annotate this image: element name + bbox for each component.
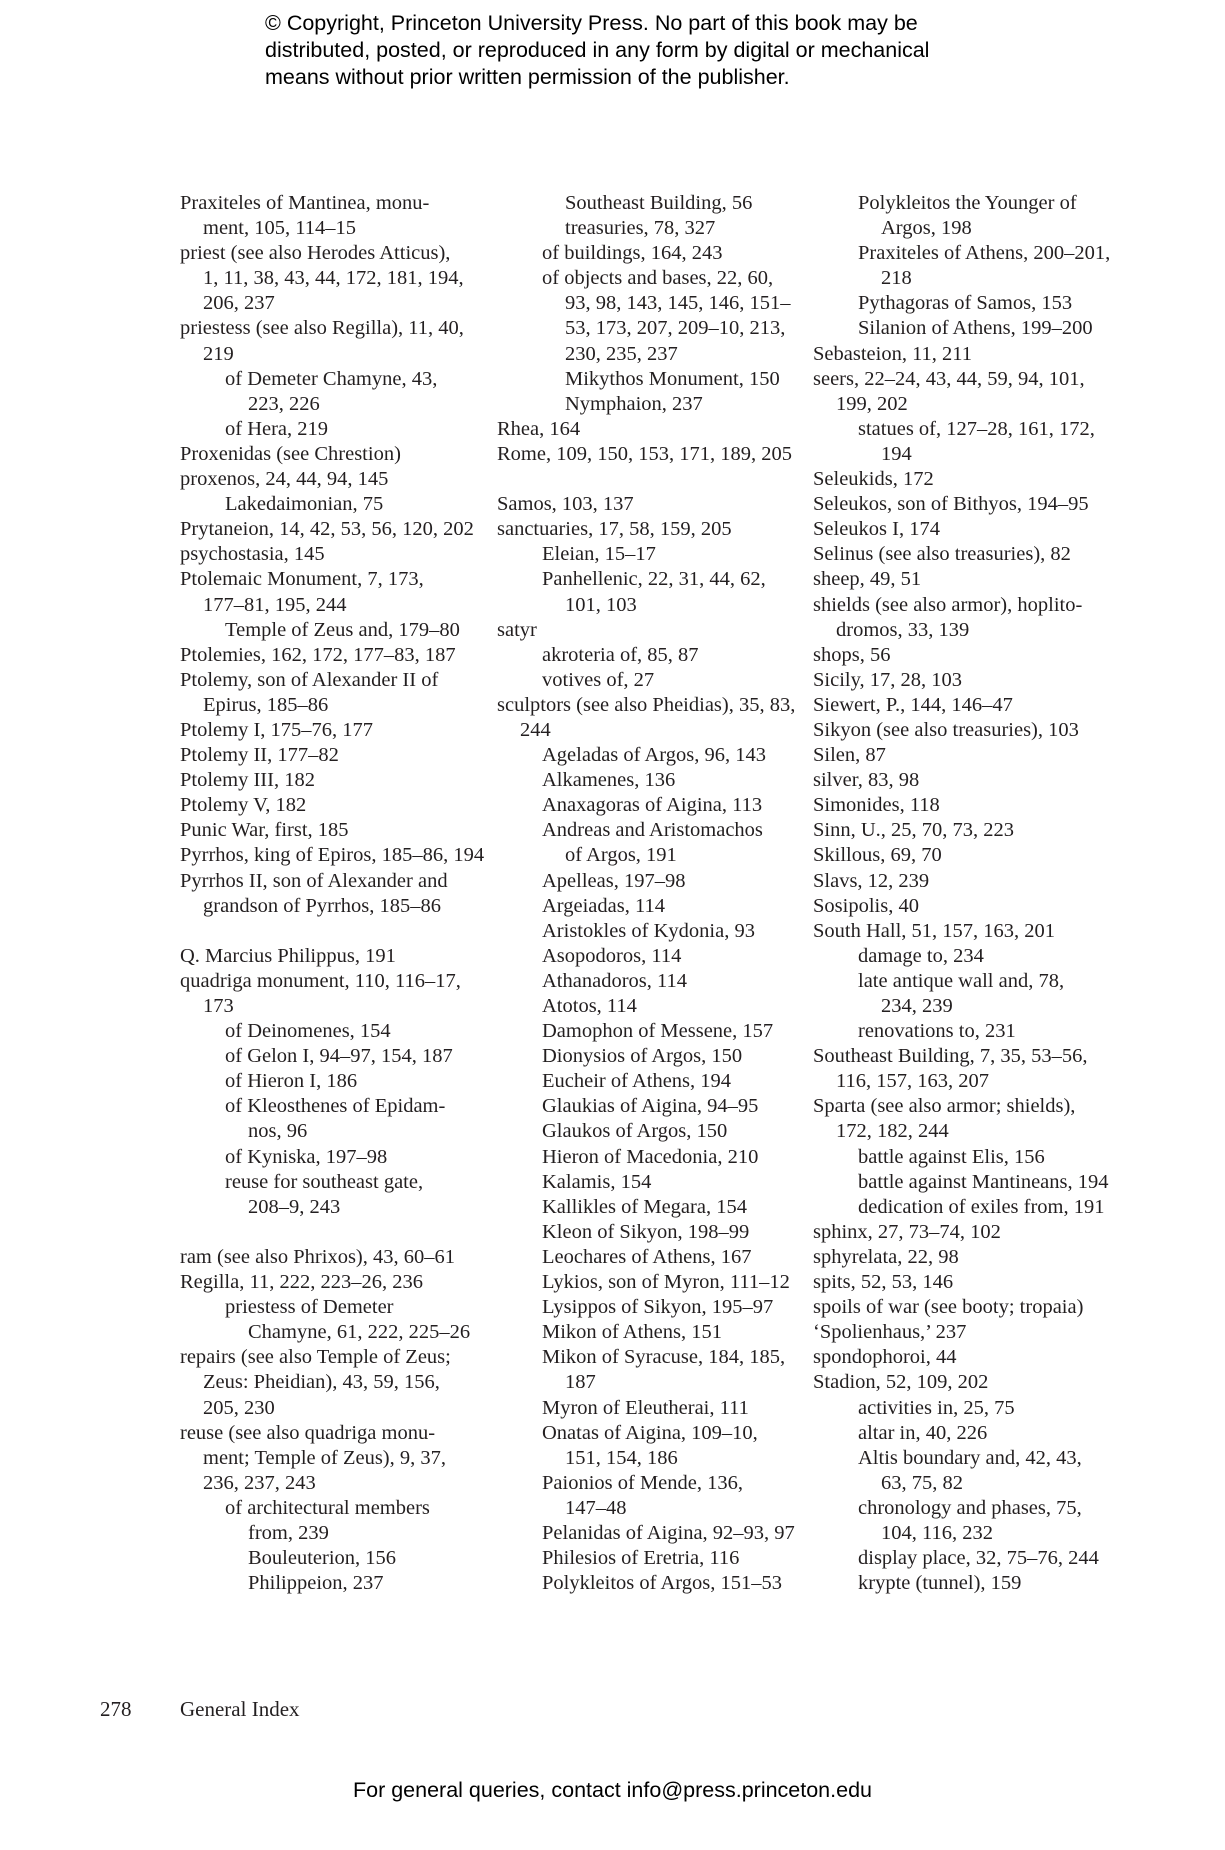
index-subentry: Athanadoros, 114 — [542, 969, 687, 992]
index-subentry: battle against Elis, 156 — [858, 1145, 1045, 1168]
index-entry: Siewert, P., 144, 146–47 — [813, 693, 1013, 716]
index-subentry: treasuries, 78, 327 — [565, 217, 716, 240]
index-subentry: Lykios, son of Myron, 111–12 — [542, 1271, 790, 1294]
index-entry: Sebasteion, 11, 211 — [813, 342, 973, 365]
index-subentry: priestess of Demeter — [225, 1296, 394, 1319]
index-entry: spondophoroi, 44 — [813, 1346, 957, 1369]
index-column-3 — [813, 191, 1123, 1596]
index-subentry: ment, 105, 114–15 — [203, 217, 356, 240]
index-subentry: Argeiadas, 114 — [542, 894, 665, 917]
index-entry: Ptolemy III, 182 — [180, 769, 315, 792]
index-subentry: altar in, 40, 226 — [858, 1421, 988, 1444]
index-entry: spoils of war (see booty; tropaia) — [813, 1296, 1084, 1319]
index-entry: South Hall, 51, 157, 163, 201 — [813, 919, 1056, 942]
index-subentry: Zeus: Pheidian), 43, 59, 156, — [203, 1371, 440, 1394]
index-subentry: Nymphaion, 237 — [565, 392, 703, 415]
copyright-line: © Copyright, Princeton University Press. No part of this book may be — [265, 11, 918, 35]
index-subentry: of Demeter Chamyne, 43, — [225, 367, 438, 390]
index-subentry: of Hera, 219 — [225, 417, 329, 440]
index-entry: Selinus (see also treasuries), 82 — [813, 543, 1071, 566]
index-subentry: Silanion of Athens, 199–200 — [858, 317, 1093, 340]
index-entry: seers, 22–24, 43, 44, 59, 94, 101, — [813, 367, 1085, 390]
index-entry: Simonides, 118 — [813, 794, 940, 817]
index-entry: sphyrelata, 22, 98 — [813, 1245, 959, 1268]
index-subentry: activities in, 25, 75 — [858, 1396, 1015, 1419]
index-subentry: Epirus, 185–86 — [203, 693, 329, 716]
index-entry: Sinn, U., 25, 70, 73, 223 — [813, 819, 1015, 842]
index-subentry: 223, 226 — [248, 392, 320, 415]
index-subentry: 236, 237, 243 — [203, 1471, 316, 1494]
index-subentry: dedication of exiles from, 191 — [858, 1195, 1105, 1218]
index-entry: satyr — [497, 618, 537, 641]
index-entry: ‘Spolienhaus,’ 237 — [813, 1321, 967, 1344]
index-subentry: akroteria of, 85, 87 — [542, 643, 699, 666]
index-subentry: Philippeion, 237 — [248, 1572, 384, 1595]
index-subentry: Southeast Building, 56 — [565, 192, 753, 214]
index-subentry: votives of, 27 — [542, 668, 655, 691]
index-subentry: 104, 116, 232 — [881, 1521, 993, 1544]
index-entry: Sparta (see also armor; shields), — [813, 1095, 1076, 1118]
index-subentry: Alkamenes, 136 — [542, 769, 676, 792]
index-subentry: 206, 237 — [203, 292, 275, 315]
index-subentry: of buildings, 164, 243 — [542, 242, 723, 265]
index-subentry: Mikon of Syracuse, 184, 185, — [542, 1346, 786, 1369]
index-subentry: Praxiteles of Athens, 200–201, — [858, 242, 1111, 265]
index-subentry: Aristokles of Kydonia, 93 — [542, 919, 755, 942]
index-subentry: Hieron of Macedonia, 210 — [542, 1145, 759, 1168]
index-entry: Ptolemy I, 175–76, 177 — [180, 718, 374, 741]
index-subentry: 187 — [565, 1371, 596, 1394]
index-entry: repairs (see also Temple of Zeus; — [180, 1346, 451, 1369]
index-entry: Seleukos I, 174 — [813, 518, 940, 541]
index-entry: Sikyon (see also treasuries), 103 — [813, 718, 1079, 741]
index-subentry: Anaxagoras of Aigina, 113 — [542, 794, 763, 817]
index-entry: sheep, 49, 51 — [813, 568, 922, 591]
section-gap — [497, 467, 807, 492]
index-entry: proxenos, 24, 44, 94, 145 — [180, 468, 389, 491]
index-entry: shops, 56 — [813, 643, 891, 666]
index-subentry: 205, 230 — [203, 1396, 275, 1419]
index-subentry: 1, 11, 38, 43, 44, 172, 181, 194, — [203, 267, 464, 290]
index-subentry: of Hieron I, 186 — [225, 1070, 358, 1093]
index-entry: Proxenidas (see Chrestion) — [180, 442, 401, 465]
index-entry: priest (see also Herodes Atticus), — [180, 242, 451, 265]
copyright-line: means without prior written permission of the publisher. — [265, 65, 790, 89]
index-subentry: 208–9, 243 — [248, 1195, 341, 1218]
index-subentry: 151, 154, 186 — [565, 1446, 678, 1469]
index-subentry: Bouleuterion, 156 — [248, 1547, 397, 1570]
index-subentry: Kallikles of Megara, 154 — [542, 1195, 747, 1218]
index-subentry: Myron of Eleutherai, 111 — [542, 1396, 749, 1419]
index-entry: Sosipolis, 40 — [813, 894, 919, 917]
index-entry: Samos, 103, 137 — [497, 493, 634, 516]
section-gap — [180, 919, 490, 944]
index-subentry: of Deinomenes, 154 — [225, 1020, 391, 1043]
index-subentry: Mikythos Monument, 150 — [565, 367, 780, 390]
index-entry: silver, 83, 98 — [813, 769, 920, 792]
index-entry: Silen, 87 — [813, 744, 886, 767]
index-subentry: Apelleas, 197–98 — [542, 869, 686, 892]
index-subentry: Glaukos of Argos, 150 — [542, 1120, 728, 1143]
index-subentry: Damophon of Messene, 157 — [542, 1020, 774, 1043]
index-subentry: 219 — [203, 342, 234, 365]
index-subentry: Panhellenic, 22, 31, 44, 62, — [542, 568, 766, 591]
index-subentry: of Gelon I, 94–97, 154, 187 — [225, 1045, 453, 1068]
contact-footer: For general queries, contact info@press.princeton.edu — [352, 1778, 872, 1802]
index-subentry: Atotos, 114 — [542, 995, 637, 1017]
index-entry: Ptolemaic Monument, 7, 173, — [180, 568, 424, 591]
index-subentry: 93, 98, 143, 145, 146, 151– — [565, 292, 791, 315]
copyright-notice — [265, 10, 985, 91]
index-subentry: Polykleitos of Argos, 151–53 — [542, 1572, 782, 1595]
index-subentry: Dionysios of Argos, 150 — [542, 1045, 743, 1068]
index-entry: Seleukos, son of Bithyos, 194–95 — [813, 493, 1089, 516]
index-subentry: Paionios of Mende, 136, — [542, 1471, 743, 1494]
index-entry: Rome, 109, 150, 153, 171, 189, 205 — [497, 442, 792, 465]
index-subentry: damage to, 234 — [858, 944, 984, 967]
index-subentry: display place, 32, 75–76, 244 — [858, 1547, 1099, 1570]
index-entry: Ptolemies, 162, 172, 177–83, 187 — [180, 643, 456, 666]
index-subentry: of objects and bases, 22, 60, — [542, 267, 774, 290]
index-subentry: 234, 239 — [881, 995, 953, 1017]
index-subentry: battle against Mantineans, 194 — [858, 1170, 1109, 1193]
index-subentry: Kalamis, 154 — [542, 1170, 652, 1193]
index-entry: Seleukids, 172 — [813, 468, 934, 491]
index-column-2 — [497, 191, 807, 1596]
index-entry: sanctuaries, 17, 58, 159, 205 — [497, 518, 732, 541]
index-subentry: Glaukias of Aigina, 94–95 — [542, 1095, 759, 1118]
index-subentry: Pelanidas of Aigina, 92–93, 97 — [542, 1521, 795, 1544]
index-entry: reuse (see also quadriga monu- — [180, 1421, 436, 1444]
index-subentry: Andreas and Aristomachos — [542, 819, 763, 842]
index-entry: sculptors (see also Pheidias), 35, 83, — [497, 693, 796, 716]
index-entry: Ptolemy II, 177–82 — [180, 744, 339, 767]
index-entry: quadriga monument, 110, 116–17, — [180, 969, 461, 992]
index-subentry: krypte (tunnel), 159 — [858, 1572, 1022, 1595]
index-entry: Pyrrhos, king of Epiros, 185–86, 194 — [180, 844, 485, 867]
index-subentry: from, 239 — [248, 1521, 329, 1544]
index-subentry: Lakedaimonian, 75 — [225, 493, 384, 516]
index-entry: Sicily, 17, 28, 103 — [813, 668, 963, 691]
section-gap — [180, 1220, 490, 1245]
index-subentry: Eleian, 15–17 — [542, 543, 656, 566]
index-subentry: dromos, 33, 139 — [836, 618, 970, 641]
index-subentry: 116, 157, 163, 207 — [836, 1070, 989, 1093]
index-subentry: Argos, 198 — [881, 217, 972, 240]
index-subentry: Philesios of Eretria, 116 — [542, 1547, 740, 1570]
index-subentry: 101, 103 — [565, 593, 637, 616]
index-subentry: late antique wall and, 78, — [858, 969, 1065, 992]
index-subentry: 244 — [520, 718, 551, 741]
index-subentry: Temple of Zeus and, 179–80 — [225, 618, 460, 641]
running-head: General Index — [180, 1697, 300, 1721]
index-subentry: Mikon of Athens, 151 — [542, 1321, 722, 1344]
index-subentry: ment; Temple of Zeus), 9, 37, — [203, 1446, 446, 1469]
index-entry: Stadion, 52, 109, 202 — [813, 1371, 989, 1394]
index-subentry: Asopodoros, 114 — [542, 944, 682, 967]
index-subentry: chronology and phases, 75, — [858, 1496, 1082, 1519]
index-subentry: Ageladas of Argos, 96, 143 — [542, 744, 766, 767]
index-subentry: 173 — [203, 995, 234, 1017]
copyright-line: distributed, posted, or reproduced in any form by digital or mechanical — [265, 38, 930, 62]
index-subentry: Lysippos of Sikyon, 195–97 — [542, 1296, 774, 1319]
index-subentry: 147–48 — [565, 1496, 627, 1519]
index-subentry: nos, 96 — [248, 1120, 308, 1143]
index-subentry: Altis boundary and, 42, 43, — [858, 1446, 1082, 1469]
index-entry: Prytaneion, 14, 42, 53, 56, 120, 202 — [180, 518, 474, 541]
index-entry: Skillous, 69, 70 — [813, 844, 942, 867]
index-subentry: grandson of Pyrrhos, 185–86 — [203, 894, 442, 917]
index-entry: shields (see also armor), hoplito- — [813, 593, 1083, 616]
index-entry: Southeast Building, 7, 35, 53–56, — [813, 1045, 1088, 1068]
index-entry: sphinx, 27, 73–74, 102 — [813, 1220, 1001, 1243]
index-column-1 — [180, 191, 490, 1596]
index-subentry: statues of, 127–28, 161, 172, — [858, 417, 1095, 440]
index-subentry: 230, 235, 237 — [565, 342, 678, 365]
page-number: 278 — [100, 1697, 132, 1721]
index-entry: Rhea, 164 — [497, 417, 581, 440]
index-subentry: of Kleosthenes of Epidam- — [225, 1095, 446, 1118]
index-subentry: 199, 202 — [836, 392, 908, 415]
index-subentry: of Kyniska, 197–98 — [225, 1145, 388, 1168]
index-subentry: 194 — [881, 442, 912, 465]
index-subentry: Leochares of Athens, 167 — [542, 1245, 752, 1268]
index-entry: psychostasia, 145 — [180, 543, 325, 566]
index-entry: Ptolemy V, 182 — [180, 794, 307, 817]
index-subentry: Kleon of Sikyon, 198–99 — [542, 1220, 750, 1243]
index-subentry: 172, 182, 244 — [836, 1120, 949, 1143]
index-subentry: Chamyne, 61, 222, 225–26 — [248, 1321, 471, 1344]
index-entry: Ptolemy, son of Alexander II of — [180, 668, 439, 691]
index-entry: Slavs, 12, 239 — [813, 869, 930, 892]
index-entry: Pyrrhos II, son of Alexander and — [180, 869, 448, 892]
index-subentry: 218 — [881, 267, 912, 290]
index-entry: Regilla, 11, 222, 223–26, 236 — [180, 1271, 423, 1294]
index-subentry: Pythagoras of Samos, 153 — [858, 292, 1073, 315]
index-subentry: of architectural members — [225, 1496, 430, 1519]
index-subentry: 177–81, 195, 244 — [203, 593, 347, 616]
index-entry: Q. Marcius Philippus, 191 — [180, 944, 396, 967]
index-subentry: of Argos, 191 — [565, 844, 677, 867]
index-subentry: Eucheir of Athens, 194 — [542, 1070, 732, 1093]
index-entry: Punic War, first, 185 — [180, 819, 349, 842]
index-entry: spits, 52, 53, 146 — [813, 1271, 954, 1294]
index-subentry: 63, 75, 82 — [881, 1471, 963, 1494]
index-entry: ram (see also Phrixos), 43, 60–61 — [180, 1245, 455, 1268]
index-subentry: renovations to, 231 — [858, 1020, 1016, 1043]
index-entry: priestess (see also Regilla), 11, 40, — [180, 317, 464, 340]
index-entry: Praxiteles of Mantinea, monu- — [180, 192, 430, 214]
index-subentry: 53, 173, 207, 209–10, 213, — [565, 317, 786, 340]
index-subentry: Polykleitos the Younger of — [858, 192, 1077, 214]
index-subentry: reuse for southeast gate, — [225, 1170, 424, 1193]
index-subentry: Onatas of Aigina, 109–10, — [542, 1421, 758, 1444]
